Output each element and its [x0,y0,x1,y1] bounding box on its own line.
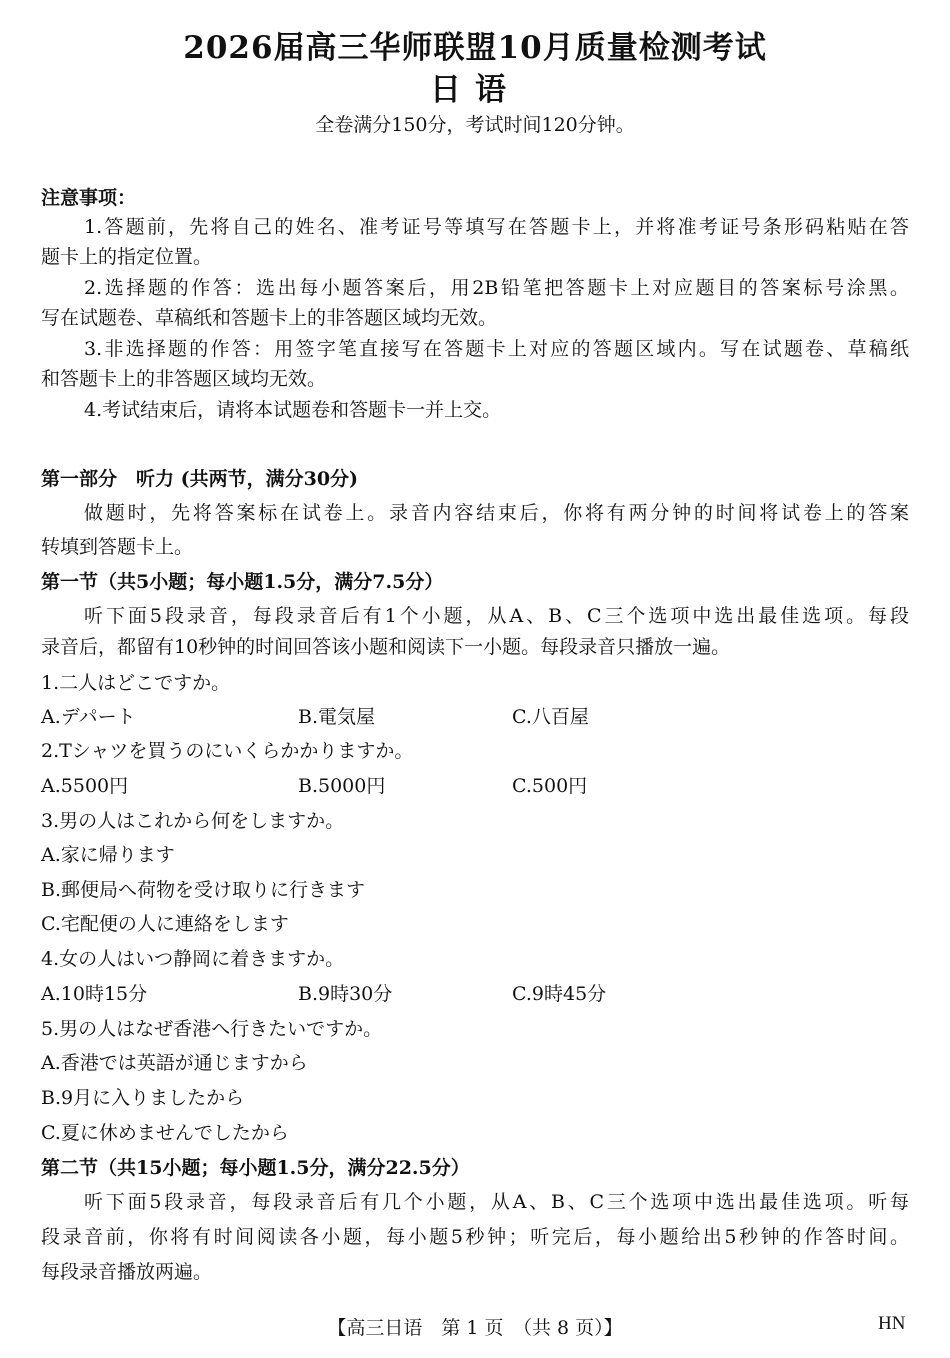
notes-line: 2.选择题的作答：选出每小题答案后，用2B铅笔把答题卡上对应题目的答案标号涂黑。 [84,277,909,299]
notes-line: 写在试题卷、草稿纸和答题卡上的非答题区域均无效。 [41,307,498,329]
notes-line: 4.考试结束后，请将本试题卷和答题卡一并上交。 [84,399,502,421]
option-a: A.10時15分 [41,983,148,1005]
option-a: A.香港では英語が通じますから [41,1052,308,1074]
question-3: 3.男の人はこれから何をしますか。 [41,810,345,832]
question-4: 4.女の人はいつ静岡に着きますか。 [41,948,345,970]
section2-intro-line: 每段录音播放两遍。 [41,1261,213,1283]
option-c: C.9時45分 [512,983,607,1005]
exam-subject: 日语 [430,72,520,108]
option-c: C.八百屋 [512,706,589,728]
part1-intro-line: 转填到答题卡上。 [41,536,194,558]
part1-heading: 第一部分 听力 (共两节，满分30分) [41,468,359,490]
option-c: C.500円 [512,775,588,797]
section1-heading: 第一节（共5小题；每小题1.5分，满分7.5分） [41,571,444,593]
notes-line: 3.非选择题的作答：用签字笔直接写在答题卡上对应的答题区域内。写在试题卷、草稿纸 [84,338,909,360]
region-code: HN [878,1313,906,1334]
option-c: C.夏に休めませんでしたから [41,1122,289,1144]
option-b: B.郵便局へ荷物を受け取りに行きます [41,879,366,901]
notes-line: 和答题卡上的非答题区域均无效。 [41,368,327,390]
section2-heading: 第二节（共15小题；每小题1.5分，满分22.5分） [41,1157,470,1179]
notes-line: 题卡上的指定位置。 [41,246,213,268]
question-5: 5.男の人はなぜ香港へ行きたいですか。 [41,1018,383,1040]
option-a: A.5500円 [41,775,129,797]
exam-title: 2026届高三华师联盟10月质量检测考试 [183,30,767,66]
option-c: C.宅配便の人に連絡をします [41,913,289,935]
question-1: 1.二人はどこですか。 [41,672,231,694]
notes-line: 1.答题前，先将自己的姓名、准考证号等填写在答题卡上，并将准考证号条形码粘贴在答 [84,216,909,238]
notes-heading: 注意事项： [41,187,137,209]
exam-meta: 全卷满分150分，考试时间120分钟。 [315,114,635,136]
section2-intro-line: 段录音前，你将有时间阅读各小题，每小题5秒钟；听完后，每小题给出5秒钟的作答时间。 [41,1226,909,1248]
option-b: B.9月に入りましたから [41,1087,245,1109]
option-b: B.電気屋 [298,706,376,728]
question-2: 2.Tシャツを買うのにいくらかかりますか。 [41,740,414,762]
section2-intro-line: 听下面5段录音，每段录音后有几个小题，从A、B、C三个选项中选出最佳选项。听每 [84,1191,909,1213]
section1-intro-line: 录音后，都留有10秒钟的时间回答该小题和阅读下一小题。每段录音只播放一遍。 [41,636,731,658]
option-b: B.9時30分 [298,983,393,1005]
part1-intro-line: 做题时，先将答案标在试卷上。录音内容结束后，你将有两分钟的时间将试卷上的答案 [84,502,909,524]
option-a: A.家に帰ります [41,844,175,866]
section1-intro-line: 听下面5段录音，每段录音后有1个小题，从A、B、C三个选项中选出最佳选项。每段 [84,605,909,627]
option-b: B.5000円 [298,775,386,797]
page-footer: 【高三日语 第 1 页 （共 8 页）】 [327,1317,623,1339]
option-a: A.デパート [41,706,136,728]
